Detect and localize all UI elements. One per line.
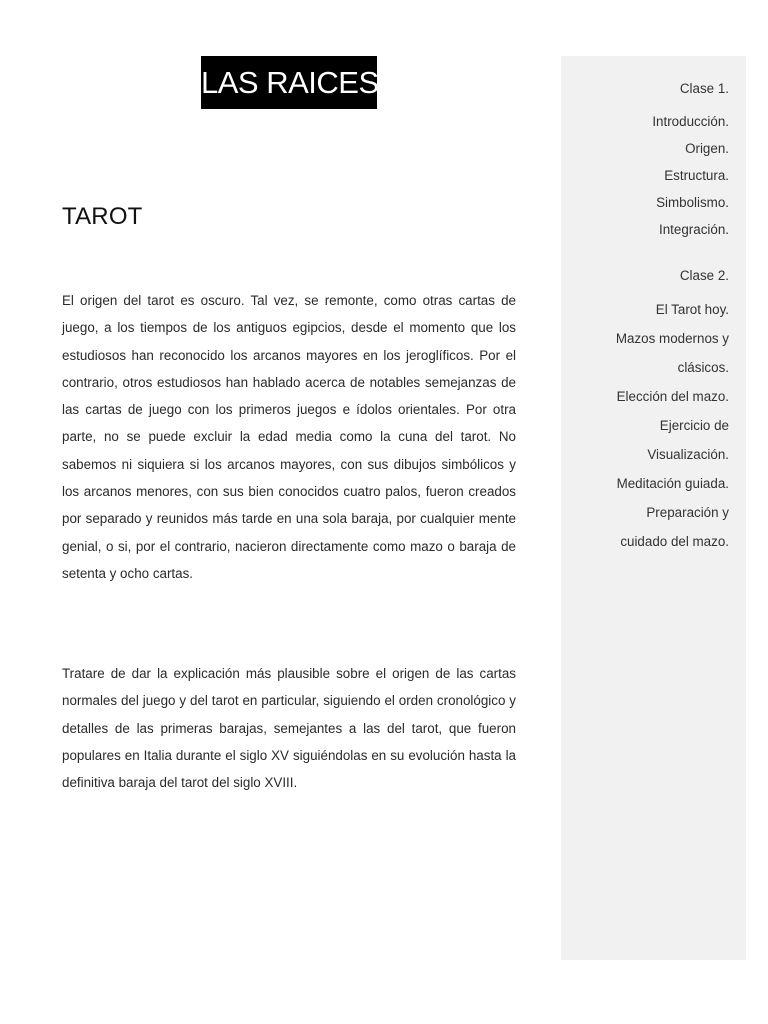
topic-item: Integración. <box>659 222 729 237</box>
body-paragraph: El origen del tarot es oscuro. Tal vez, se remonte, como otras cartas de juego, a los tiempos de los antiguos egipcios, desde el momento que los estudiosos han reconocido los arcanos mayores en los jeroglíficos. Por el contrario, otros estudiosos han hablado acerca de notables semejanzas de las cartas de juego con los primeros juegos e ídolos orientales. Por otra parte, no se puede excluir la edad media como la cuna del tarot. No sabemos ni siquiera si los arcanos mayores, con sus dibujos simbólicos y los arcanos menores, con sus bien conocidos cuatro palos, fueron creados por separado y reunidos más tarde en una sola baraja, por cualquier mente genial, o si, por el contrario, nacieron directamente como mazo o baraja de setenta y ocho cartas. <box>62 293 516 581</box>
class-1-topics <box>571 108 729 243</box>
class-2-title: Clase 2. <box>679 268 729 283</box>
topic-item: Visualización. <box>647 447 729 462</box>
topic-item: Meditación guiada. <box>616 476 729 491</box>
topic-item: Estructura. <box>664 168 729 183</box>
topic-item: Origen. <box>685 141 729 156</box>
topic-item: El Tarot hoy. <box>655 302 729 317</box>
topic-item: cuidado del mazo. <box>620 534 729 549</box>
page-title-banner: LAS RAICES <box>201 56 377 109</box>
topic-item: Elección del mazo. <box>616 389 729 404</box>
section-heading: TAROT <box>62 203 143 230</box>
topic-item: Mazos modernos y <box>615 331 729 346</box>
topic-item: Introducción. <box>652 114 729 129</box>
topic-item: Preparación y <box>646 505 729 520</box>
class-2-topics <box>571 295 729 556</box>
topic-item: clásicos. <box>677 360 729 375</box>
topic-item: Ejercicio de <box>659 418 729 433</box>
topic-item: Simbolismo. <box>656 195 729 210</box>
course-outline-sidebar <box>561 56 746 960</box>
class-1-title: Clase 1. <box>679 81 729 96</box>
body-paragraph: Tratare de dar la explicación más plausible sobre el origen de las cartas normales del juego y del tarot en particular, siguiendo el orden cronológico y detalles de las primeras barajas, semejantes a las del tarot, que fueron populares en Italia durante el siglo XV siguiéndolas en su evolución hasta la definitiva baraja del tarot del siglo XVIII. <box>62 666 516 791</box>
